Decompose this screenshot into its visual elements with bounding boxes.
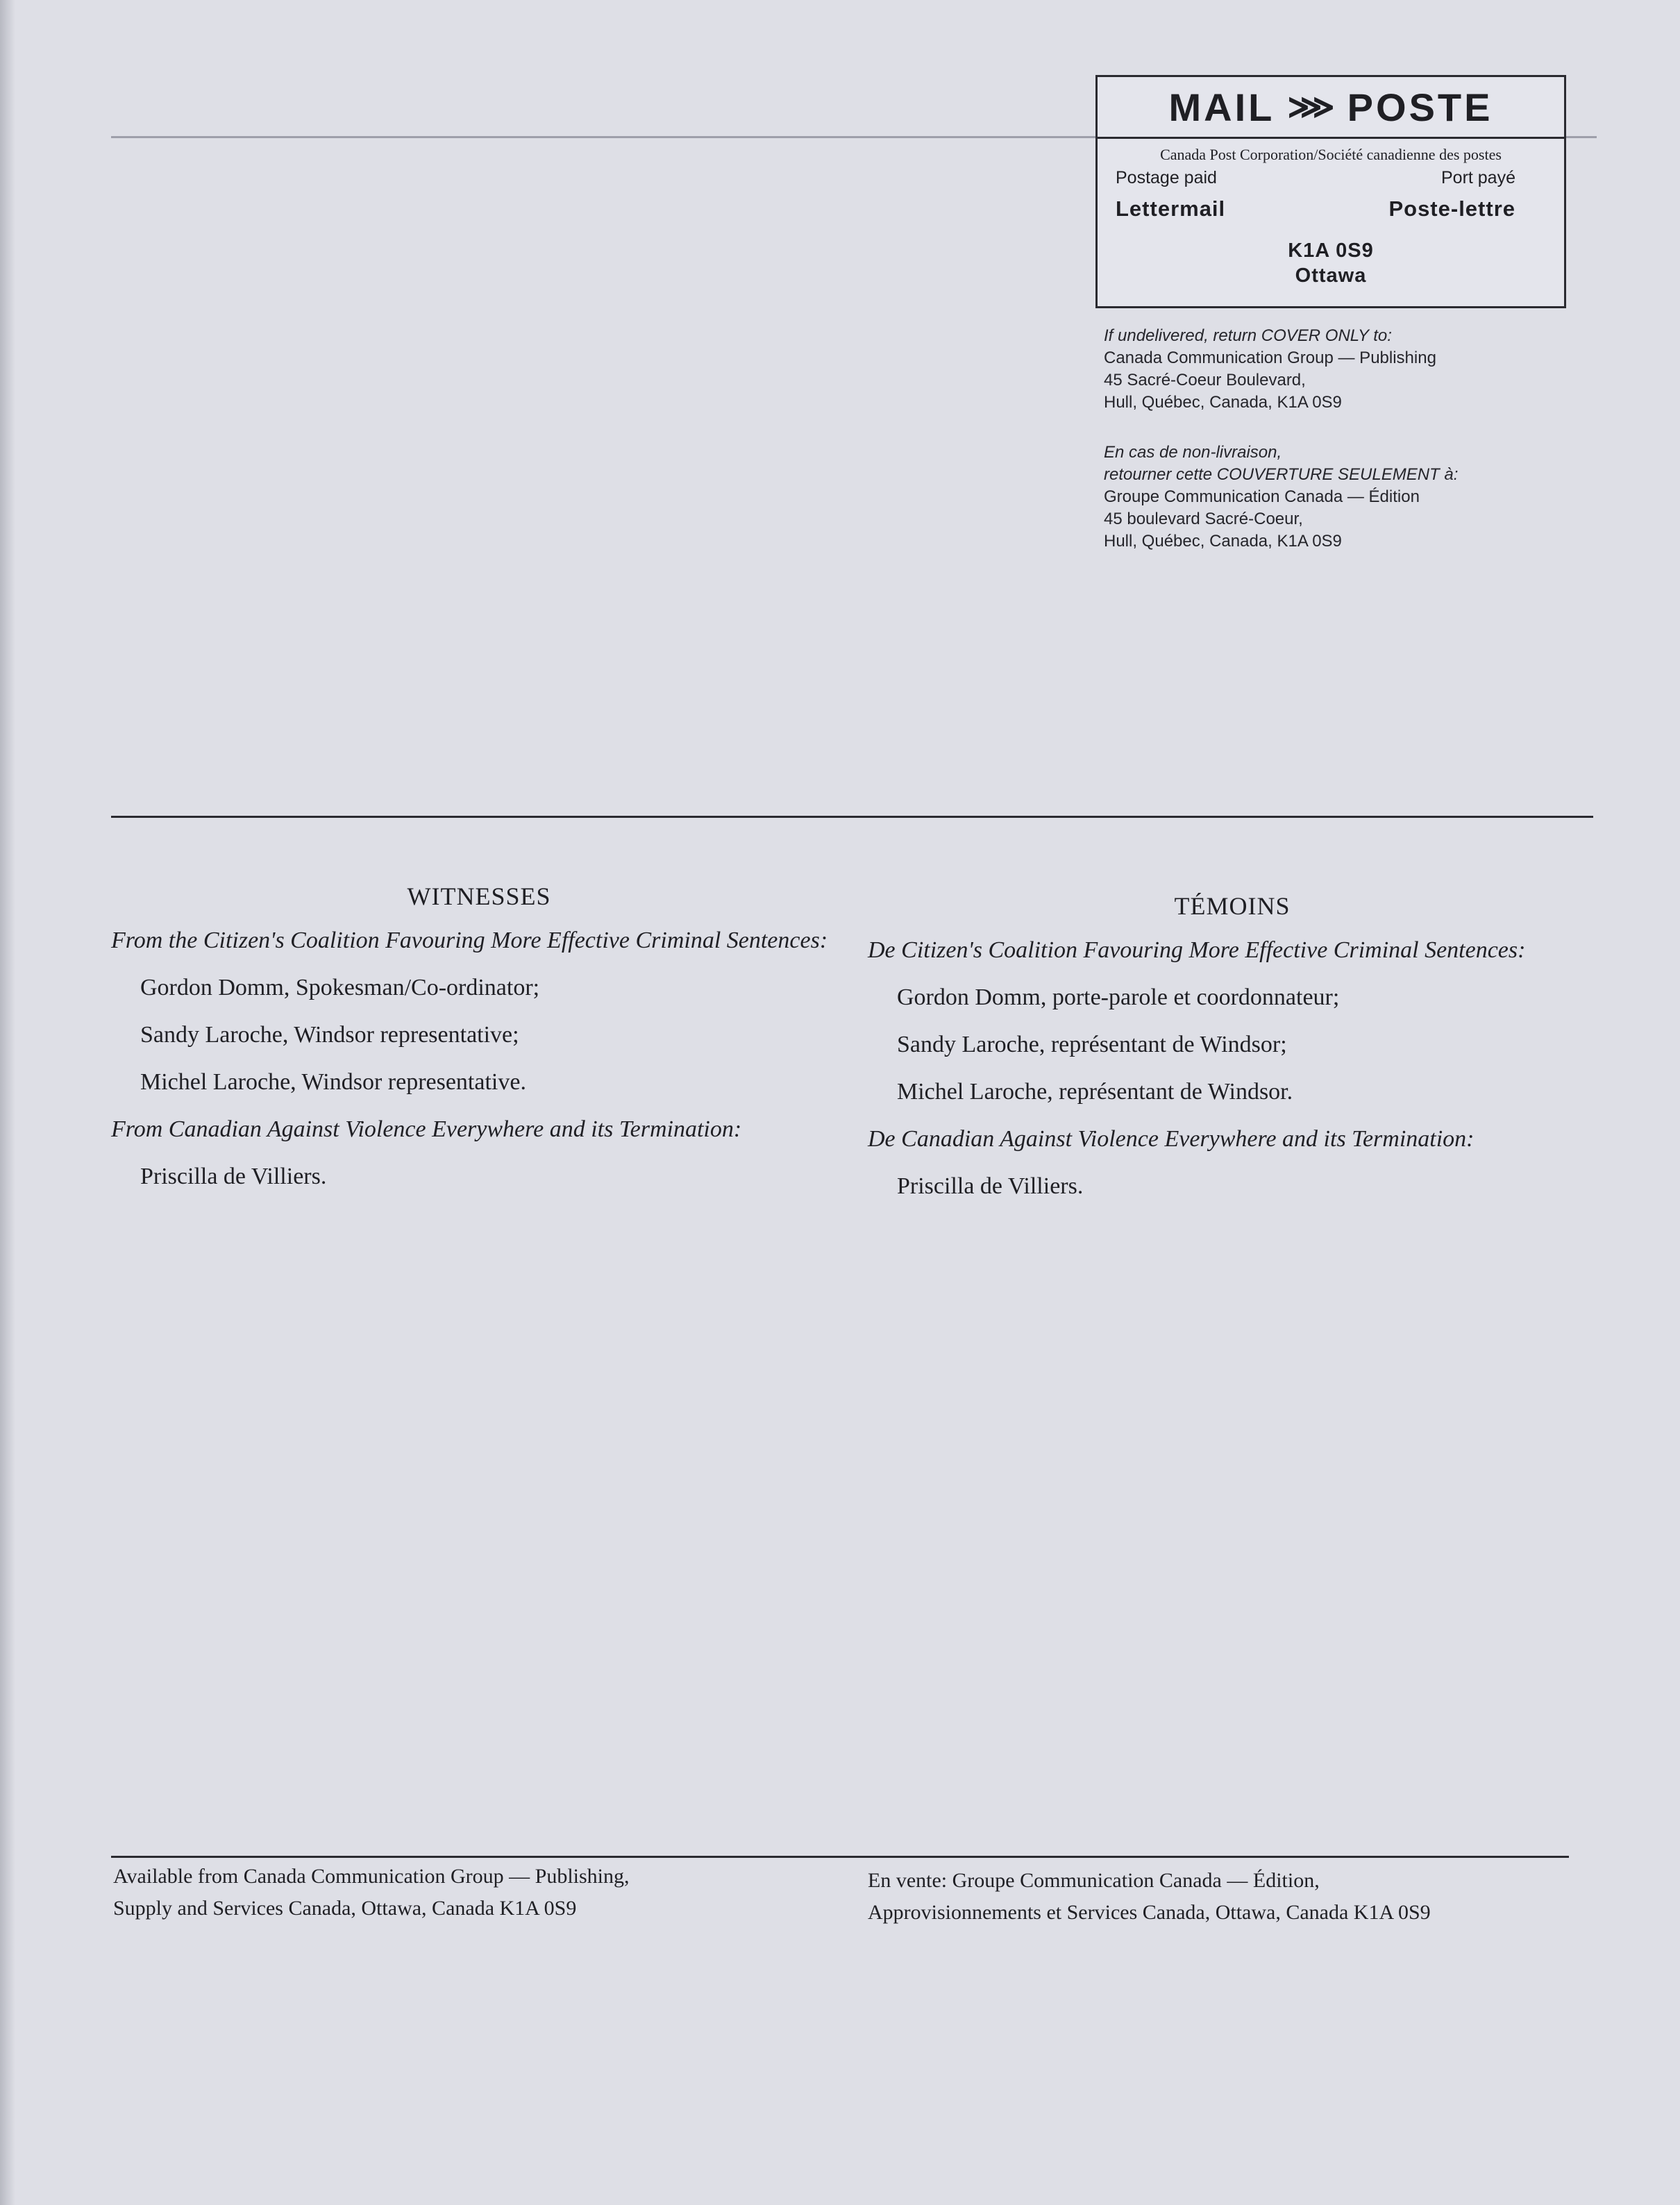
availability-fr: [868, 1865, 1597, 1929]
return-en-city: Hull, Québec, Canada, K1A 0S9: [1104, 393, 1342, 412]
return-fr-street: 45 boulevard Sacré-Coeur,: [1104, 510, 1303, 528]
temoin-name: Priscilla de Villiers.: [897, 1173, 1084, 1199]
return-en-org: Canada Communication Group — Publishing: [1104, 349, 1436, 367]
availability-en-line-2: Supply and Services Canada, Ottawa, Canada K1A 0S9: [113, 1897, 577, 1920]
witness-name: Michel Laroche, Windsor representative.: [140, 1069, 526, 1095]
page-edge-shadow: [0, 0, 15, 2205]
temoin-list-1: [897, 982, 1597, 1108]
return-fr-org: Groupe Communication Canada — Édition: [1104, 487, 1420, 506]
mail-city: Ottawa: [1295, 265, 1367, 287]
temoin-group-1: De Citizen's Coalition Favouring More Effective Criminal Sentences:: [868, 937, 1526, 963]
port-paye-label: Port payé: [1440, 168, 1515, 187]
witness-group-1: From the Citizen's Coalition Favouring More Effective Criminal Sentences:: [111, 928, 828, 953]
return-address-block: [1104, 325, 1590, 553]
temoin-name: Gordon Domm, porte-parole et coordonnateur;: [897, 984, 1340, 1010]
return-en-street: 45 Sacré-Coeur Boulevard,: [1104, 371, 1306, 389]
mail-poste-logo: [1098, 77, 1564, 139]
temoin-group-2: De Canadian Against Violence Everywhere and its Termination:: [868, 1126, 1475, 1152]
availability-rule: [111, 1856, 1569, 1858]
witnesses-heading: WITNESSES: [407, 882, 551, 910]
bleed-through-texture-left: [111, 174, 847, 785]
availability-en-line-1: Available from Canada Communication Group — Publishing,: [113, 1865, 630, 1888]
availability-en: [113, 1861, 863, 1925]
poste-lettre-label: Poste-lettre: [1388, 196, 1515, 221]
witness-list-1: [140, 972, 847, 1098]
temoin-name: Sandy Laroche, représentant de Windsor;: [897, 1032, 1287, 1057]
witness-name: Gordon Domm, Spokesman/Co-ordinator;: [140, 975, 540, 1000]
witness-name: Priscilla de Villiers.: [140, 1164, 327, 1189]
witness-list-2: [140, 1161, 847, 1193]
availability-fr-line-2: Approvisionnements et Services Canada, Ottawa, Canada K1A 0S9: [868, 1901, 1431, 1924]
postal-code: K1A 0S9: [1288, 240, 1374, 262]
postage-paid-label: Postage paid: [1116, 168, 1217, 187]
temoin-name: Michel Laroche, représentant de Windsor.: [897, 1079, 1293, 1105]
return-fr-city: Hull, Québec, Canada, K1A 0S9: [1104, 532, 1342, 551]
temoins-heading: TÉMOINS: [1174, 892, 1291, 920]
lettermail-label: Lettermail: [1116, 196, 1226, 221]
return-fr-instruction-2: retourner cette COUVERTURE SEULEMENT à:: [1104, 465, 1459, 484]
temoins-column: [868, 890, 1597, 1218]
witness-name: Sandy Laroche, Windsor representative;: [140, 1022, 519, 1048]
mail-poste-indicia: [1095, 75, 1566, 308]
availability-fr-line-1: En vente: Groupe Communication Canada — Édition,: [868, 1869, 1320, 1892]
temoin-list-2: [897, 1171, 1597, 1202]
return-en-instruction: If undelivered, return COVER ONLY to:: [1104, 326, 1392, 345]
poste-word: POSTE: [1347, 85, 1493, 129]
return-fr-instruction-1: En cas de non-livraison,: [1104, 443, 1282, 462]
witness-section-rule: [111, 816, 1593, 818]
witness-group-2: From Canadian Against Violence Everywhere and its Termination:: [111, 1116, 742, 1142]
post-corporation-name: Canada Post Corporation/Société canadienne des postes: [1160, 146, 1502, 163]
mail-arrow-icon: ⋙: [1287, 89, 1335, 126]
witnesses-column: [111, 880, 847, 1208]
mail-word: MAIL: [1168, 85, 1275, 129]
